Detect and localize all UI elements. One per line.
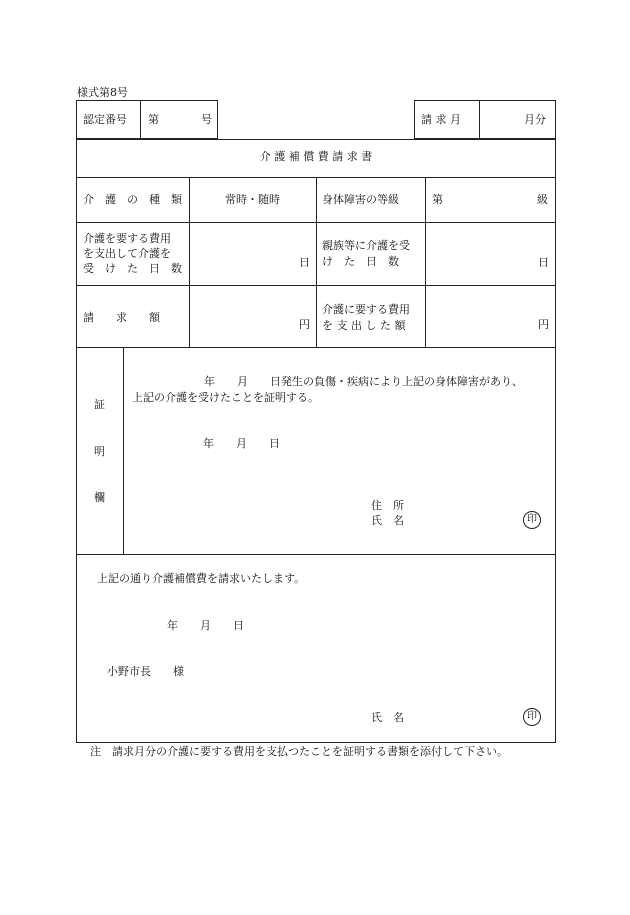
certificate-name-label: 氏 名 — [371, 514, 404, 527]
request-seal: 印 — [523, 708, 541, 726]
claim-amount-unit: 円 — [299, 318, 310, 331]
family-days-label-line2: け た 日 数 — [322, 255, 399, 268]
certificate-side-char-3: 欄 — [94, 491, 105, 504]
certificate-seal: 印 — [523, 511, 541, 529]
cert-number-go: 号 — [201, 113, 212, 126]
expense-unit: 円 — [538, 318, 549, 331]
cert-number-dai: 第 — [148, 113, 159, 126]
footnote: 注 請求月分の介護に要する費用を支払つたことを証明する書類を添付して下さい。 — [90, 745, 508, 758]
request-date: 年 月 日 — [167, 619, 244, 632]
row-line-4 — [76, 347, 556, 348]
billing-month-getsubun: 月分 — [524, 113, 546, 126]
certificate-side-char-2: 明 — [94, 445, 105, 458]
request-statement: 上記の通り介護補償費を請求いたします。 — [97, 572, 306, 585]
certificate-date: 年 月 日 — [203, 437, 280, 450]
care-type-label: 介 護 の 種 類 — [83, 193, 182, 206]
care-days-unit: 日 — [299, 256, 310, 269]
certificate-text-line2: 上記の介護を受けたことを証明する。 — [132, 391, 319, 404]
care-type-value: 常時・随時 — [225, 193, 280, 206]
request-addressee: 小野市長 様 — [107, 665, 184, 678]
form-number: 様式第8号 — [77, 86, 128, 99]
care-days-label-line3: 受 け た 日 数 — [83, 262, 182, 275]
certificate-address-label: 住 所 — [371, 499, 404, 512]
certificate-text-line1: 年 月 日発生の負傷・疾病により上記の身体障害があり、 — [204, 375, 523, 388]
certificate-side-char-1: 証 — [94, 398, 105, 411]
certificate-side-divider — [123, 347, 124, 554]
cert-number-divider — [140, 100, 141, 139]
care-days-label-line2: を支出して介護を — [83, 247, 171, 260]
disability-grade-label: 身体障害の等級 — [322, 193, 399, 206]
request-name-label: 氏 名 — [371, 711, 404, 724]
expense-label-line1: 介護に要する費用 — [322, 303, 410, 316]
family-days-unit: 日 — [538, 256, 549, 269]
family-days-label-line1: 親族等に介護を受 — [322, 239, 410, 252]
disability-grade-dai: 第 — [432, 193, 443, 206]
care-days-label-line1: 介護を要する費用 — [83, 232, 171, 245]
disability-grade-kyu: 級 — [537, 193, 548, 206]
cert-number-label: 認定番号 — [83, 113, 127, 126]
col-line-2 — [316, 177, 317, 347]
row-line-5 — [76, 554, 556, 555]
form-title: 介 護 補 償 費 請 求 書 — [259, 150, 373, 163]
col-line-3 — [425, 177, 426, 347]
billing-month-divider — [479, 100, 480, 139]
billing-month-label: 請 求 月 — [421, 113, 461, 126]
claim-amount-label: 請 求 額 — [83, 311, 160, 324]
expense-label-line2: を 支 出 し た 額 — [322, 319, 406, 332]
